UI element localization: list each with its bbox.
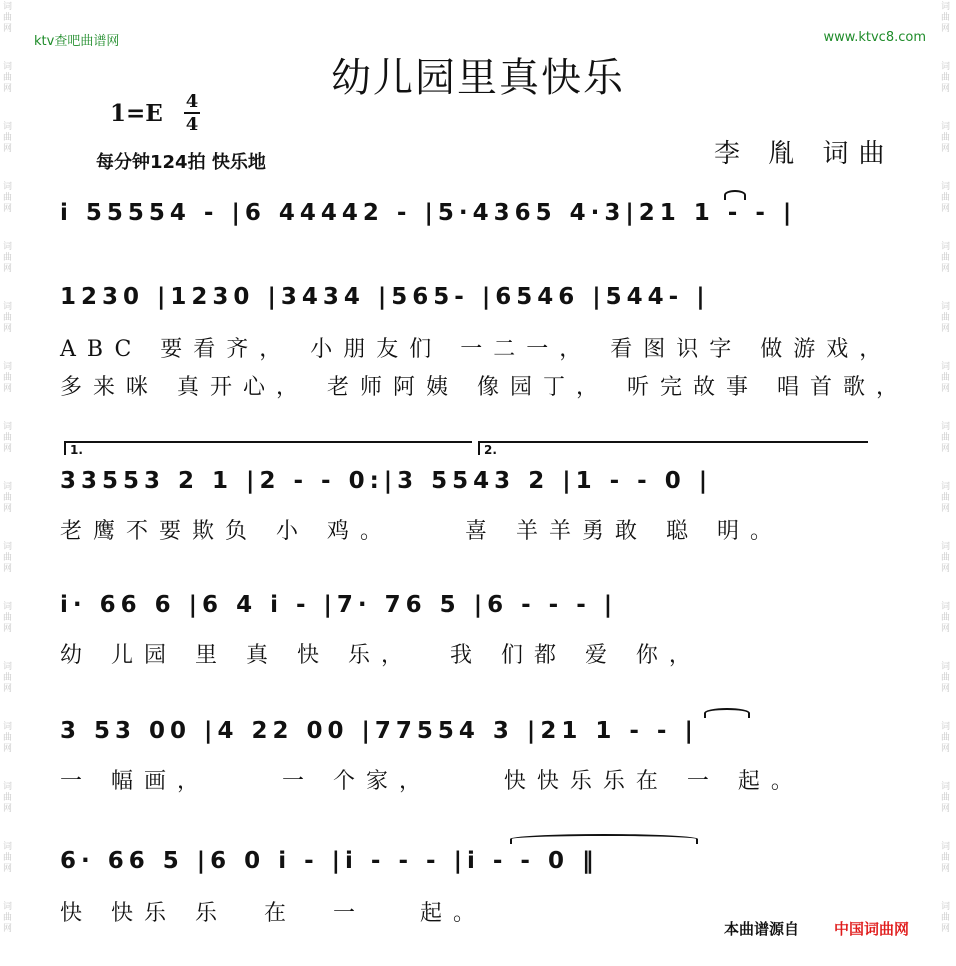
right-watermark-strip <box>938 0 956 966</box>
watermark-glyph-2: 词曲网 <box>3 122 13 154</box>
second-ending-bracket <box>478 441 868 455</box>
watermark-glyph-7: 词曲网 <box>941 422 951 454</box>
watermark-glyph-14: 词曲网 <box>941 842 951 874</box>
watermark-glyph-10: 词曲网 <box>941 602 951 634</box>
watermark-glyph-4: 词曲网 <box>3 242 13 274</box>
watermark-glyph-3: 词曲网 <box>3 182 13 214</box>
watermark-glyph-9: 词曲网 <box>941 542 951 574</box>
watermark-glyph-11: 词曲网 <box>3 662 13 694</box>
lyrics-line-2-verse-1: ABC 要看齐， 小朋友们 一二一， 看图识字 做游戏， <box>60 337 893 362</box>
watermark-glyph-5: 词曲网 <box>941 302 951 334</box>
watermark-glyph-8: 词曲网 <box>941 482 951 514</box>
second-ending-label: 2. <box>484 443 497 457</box>
tie-mark <box>724 190 746 200</box>
watermark-glyph-9: 词曲网 <box>3 542 13 574</box>
tie-mark-2 <box>704 708 750 718</box>
site-name-left: ktv查吧曲谱网 <box>34 34 120 49</box>
score-line-6: 6· 66 5 |6 0 i - |i - - - |i - - 0 ‖ <box>60 848 599 874</box>
watermark-glyph-3: 词曲网 <box>941 182 951 214</box>
watermark-glyph-13: 词曲网 <box>3 782 13 814</box>
meter-bottom: 4 <box>185 114 199 135</box>
score-line-4: i· 66 6 |6 4 i - |7· 76 5 |6 - - - | <box>60 592 618 618</box>
watermark-glyph-8: 词曲网 <box>3 482 13 514</box>
lyrics-line-5: 一 幅画， 一 个家， 快快乐乐在 一 起。 <box>60 769 804 794</box>
source-site-link[interactable]: 中国词曲网 <box>834 920 910 938</box>
watermark-glyph-7: 词曲网 <box>3 422 13 454</box>
song-title: 幼儿园里真快乐 <box>331 55 625 101</box>
watermark-glyph-11: 词曲网 <box>941 662 951 694</box>
watermark-glyph-1: 词曲网 <box>941 62 951 94</box>
score-line-5: 3 53 00 |4 22 00 |77554 3 |21 1 - - | <box>60 718 698 744</box>
score-line-2: 1230 |1230 |3434 |565- |6546 |544- | <box>60 284 710 310</box>
watermark-glyph-4: 词曲网 <box>941 242 951 274</box>
lyrics-line-6: 快 快乐 乐 在 一 起。 <box>60 901 486 926</box>
meter-top: 4 <box>185 91 199 112</box>
long-tie-mark <box>510 834 698 844</box>
watermark-glyph-15: 词曲网 <box>3 902 13 934</box>
lyrics-line-3: 老鹰不要欺负 小 鸡。 喜 羊羊勇敢 聪 明。 <box>60 519 783 544</box>
watermark-glyph-2: 词曲网 <box>941 122 951 154</box>
first-ending-label: 1. <box>70 443 83 457</box>
watermark-glyph-0: 词曲网 <box>941 2 951 34</box>
watermark-glyph-14: 词曲网 <box>3 842 13 874</box>
lyrics-line-2-verse-2: 多来咪 真开心， 老师阿姨 像园丁， 听完故事 唱首歌， <box>60 375 909 400</box>
source-label: 本曲谱源自 <box>724 920 800 938</box>
watermark-glyph-12: 词曲网 <box>941 722 951 754</box>
watermark-glyph-15: 词曲网 <box>941 902 951 934</box>
watermark-glyph-6: 词曲网 <box>3 362 13 394</box>
left-watermark-strip <box>0 0 18 966</box>
site-url-right: www.ktvc8.com <box>823 30 926 45</box>
watermark-glyph-1: 词曲网 <box>3 62 13 94</box>
lyrics-line-4: 幼 儿园 里 真 快 乐， 我 们都 爱 你， <box>60 643 702 668</box>
watermark-glyph-12: 词曲网 <box>3 722 13 754</box>
watermark-glyph-5: 词曲网 <box>3 302 13 334</box>
score-line-1: i 55554 - |6 44442 - |5·4365 4·3|21 1 - - | <box>60 200 797 226</box>
first-ending-bracket <box>64 441 472 455</box>
score-line-3: 33553 2 1 |2 - - 0:|3 5543 2 |1 - - 0 | <box>60 468 713 494</box>
time-signature <box>184 92 200 134</box>
composer-credit: 李 胤 词曲 <box>714 139 895 169</box>
tempo-marking: 每分钟124拍 快乐地 <box>96 152 266 173</box>
watermark-glyph-10: 词曲网 <box>3 602 13 634</box>
watermark-glyph-0: 词曲网 <box>3 2 13 34</box>
watermark-glyph-13: 词曲网 <box>941 782 951 814</box>
key-signature: 1=E <box>110 100 163 127</box>
watermark-glyph-6: 词曲网 <box>941 362 951 394</box>
